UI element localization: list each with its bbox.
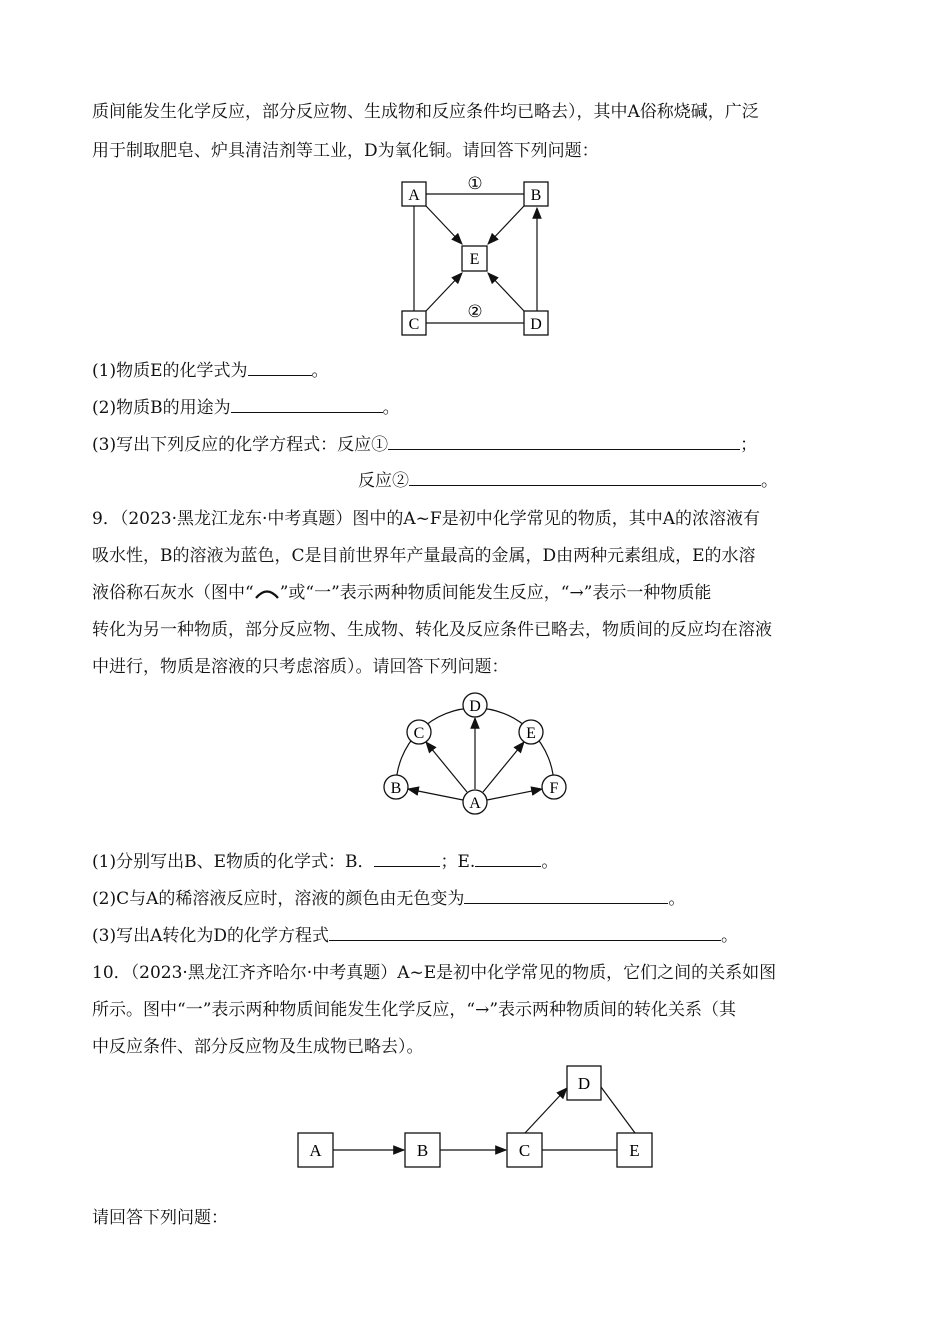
q8-sub-3b: 反应② 。 (358, 471, 778, 491)
q9-line-1: 9．（2023·黑龙江龙东·中考真题）图中的A~F是初中化学常见的物质，其中A的浓溶液有 (92, 509, 760, 529)
q8-sub-2: (2)物质B的用途为 。 (92, 398, 400, 418)
q10-node-c (507, 1133, 542, 1167)
q10-node-a (298, 1133, 333, 1167)
q9-node-e (519, 720, 543, 744)
answer-blank[interactable] (464, 887, 668, 904)
q9-line-3: 液俗称石灰水（图中“ ”或“一”表示两种物质间能发生反应，“→”表示一种物质能 (92, 583, 712, 603)
answer-blank[interactable] (231, 396, 383, 413)
answer-blank[interactable] (248, 359, 312, 376)
q8-node-e (462, 246, 487, 271)
q8-edge-a-e (426, 206, 462, 244)
q9-sub-3: (3)写出A转化为D的化学方程式 。 (92, 926, 738, 946)
svg-text:A: A (309, 1141, 322, 1160)
q10-node-d (567, 1066, 601, 1100)
q9-edge-a-f (487, 789, 542, 800)
q10-line-2: 所示。图中“一”表示两种物质间能发生化学反应，“→”表示两种物质间的转化关系（其 (92, 1000, 737, 1020)
q10-edge-d-e (601, 1087, 635, 1133)
q8-node-b (524, 182, 548, 206)
svg-text:D: D (530, 316, 542, 333)
svg-text:A: A (469, 795, 481, 812)
q10-node-e (617, 1133, 652, 1167)
svg-text:E: E (526, 725, 536, 742)
q8-label-2: ② (467, 302, 483, 321)
svg-text:E: E (629, 1141, 640, 1160)
answer-blank[interactable] (475, 850, 541, 867)
svg-text:C: C (413, 725, 425, 742)
q10-line-3: 中反应条件、部分反应物及生成物已略去）。 (92, 1037, 424, 1057)
svg-text:F: F (549, 780, 559, 797)
q8-node-d (524, 311, 548, 335)
q8-sub-1: (1)物质E的化学式为 。 (92, 361, 329, 381)
svg-text:D: D (469, 698, 481, 715)
svg-text:D: D (577, 1074, 591, 1093)
svg-text:B: B (390, 780, 402, 797)
q8-diagram (390, 172, 570, 342)
answer-blank[interactable] (388, 433, 740, 450)
svg-text:C: C (518, 1141, 531, 1160)
q8-node-a (402, 182, 426, 206)
q9-line-2: 吸水性，B的溶液为蓝色，C是目前世界年产量最高的金属，D由两种元素组成，E的水溶 (92, 546, 756, 566)
q8-edge-c-e (426, 273, 462, 311)
q9-node-a (463, 790, 487, 814)
q9-line-5: 中进行，物质是溶液的只考虑溶质）。请回答下列问题： (92, 657, 509, 677)
q8-label-1: ① (467, 174, 483, 193)
q9-edge-a-b (408, 789, 463, 800)
q10-node-b (405, 1133, 440, 1167)
q9-sub-1: (1)分别写出B、E物质的化学式：B． ；E. 。 (92, 852, 559, 872)
q8-edge-b-e (488, 206, 524, 244)
q9-line-4: 转化为另一种物质，部分反应物、生成物、转化及反应条件已略去，物质间的反应均在溶液 (92, 620, 772, 640)
q10-edge-c-d (525, 1088, 567, 1133)
q8-intro-line-1: 质间能发生化学反应，部分反应物、生成物和反应条件均已略去），其中A俗称烧碱，广泛 (92, 102, 759, 122)
q9-edge-a-c (426, 742, 467, 792)
q9-node-d (463, 693, 487, 717)
q10-line-1: 10．（2023·黑龙江齐齐哈尔·中考真题）A~E是初中化学常见的物质，它们之间的关系如图 (92, 963, 777, 983)
q9-node-b (384, 775, 408, 799)
answer-blank[interactable] (329, 924, 721, 941)
svg-text:A: A (408, 187, 420, 204)
q8-intro-line-2: 用于制取肥皂、炉具清洁剂等工业，D为氧化铜。请回答下列问题： (92, 141, 599, 161)
q9-diagram (375, 688, 575, 818)
q8-edge-d-e (488, 273, 524, 311)
q8-node-c (402, 311, 426, 335)
q8-sub-3: (3)写出下列反应的化学方程式：反应① ； (92, 435, 758, 455)
q9-node-c (407, 720, 431, 744)
svg-text:B: B (530, 187, 542, 204)
answer-blank[interactable] (374, 850, 440, 867)
q9-sub-2: (2)C与A的稀溶液反应时，溶液的颜色由无色变为 。 (92, 889, 686, 909)
arc-symbol-icon (254, 585, 280, 599)
answer-blank[interactable] (409, 469, 761, 486)
q9-edge-a-e (483, 742, 524, 792)
q10-diagram (290, 1060, 660, 1175)
svg-text:E: E (469, 251, 480, 268)
svg-text:C: C (408, 316, 420, 333)
q9-node-f (542, 775, 566, 799)
q10-prompt: 请回答下列问题： (92, 1208, 228, 1228)
svg-text:B: B (416, 1141, 429, 1160)
